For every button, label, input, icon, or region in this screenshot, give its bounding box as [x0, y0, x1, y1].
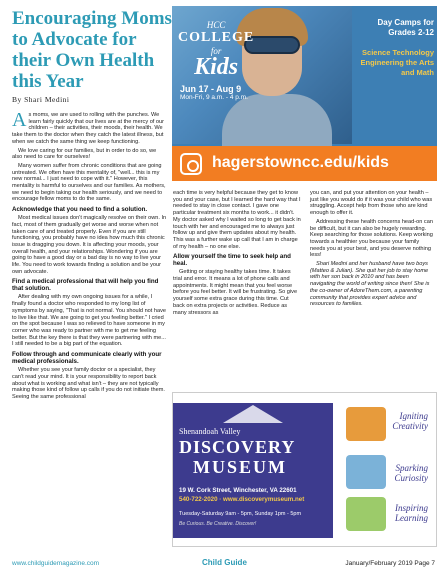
paragraph: As moms, we are used to rolling with the punches. We learn fairly quickly that our lives are at the mercy of our children – their activities, their moods, their health. We take them to the doctor when they catch the latest illness, but when we catch the same thing we keep functioning.	[12, 109, 165, 145]
college-for-kids-logo: HCC COLLEGE for Kids	[178, 20, 255, 80]
footer-issue: January/February 2019 Page 7	[345, 560, 435, 567]
byline: By Shari Medini	[12, 95, 70, 104]
paragraph: Whether you see your family doctor or a specialist, they can't read your mind. It is your responsibility to report back about what is working and what isn't – they are not typically making those kind of follow up calls if you do not initiate them. Seeing the same professional	[12, 367, 165, 400]
children-photo	[346, 497, 386, 531]
subheading: Follow through and communicate clearly with your medical professionals.	[12, 351, 162, 366]
children-photo	[346, 407, 386, 441]
tagline: Sparking Curiosity	[394, 463, 428, 483]
article-title: Encouraging Moms to Advocate for their Own Health this Year	[12, 8, 172, 92]
children-photo	[346, 455, 386, 489]
footer-magazine: Child Guide	[202, 558, 247, 567]
ad-url[interactable]: hagerstowncc.edu/kids	[212, 154, 389, 171]
drop-cap: A	[12, 109, 27, 131]
url-bar[interactable]	[172, 146, 437, 181]
paragraph: We love caring for our families, but in order to do so, we also need to care for ourselves!	[12, 147, 157, 161]
museum-building-icon	[223, 405, 283, 423]
camp-dates: Jun 17 - Aug 9 Mon-Fri, 9 a.m. - 4 p.m.	[180, 84, 248, 101]
hcc-kids-ad[interactable]	[172, 6, 437, 181]
paragraph: Addressing these health concerns head-on can be difficult, but it can also be hugely rewarding. Keep searching for those solutions. Keep working towards a healthier you because your family needs you at your best, and you deserve nothing less!	[310, 218, 433, 259]
subheading: Find a medical professional that will help you find that solution.	[12, 278, 159, 293]
tagline: Igniting Creativity	[392, 411, 428, 431]
paragraph: Getting or staying healthy takes time. It takes trial and error. It means a lot of phone calls and appointments. It might mean that you feel worse before you feel better. It will be frustrating. So give yourself some extra grace during this time. Cut back on extra projects or activities. Reduce as many stressors as	[173, 269, 298, 316]
instagram-icon	[180, 153, 202, 175]
paragraph: Most medical issues don't magically resolve on their own. In fact, most of them gradually get worse and worse when not taken care of and treated properly. Even if you are still functioning, you probably have no idea how much this chronic issue is dragging you down. It is affecting your moods, your overall health, and your relationships. Wondering if you are going to have a good day or a bad day is no way to live your life. You need to work towards finding a solution and be your own advocate.	[12, 215, 167, 275]
museum-panel: Shenandoah Valley DISCOVERY MUSEUM 19 W. Cork Street, Winchester, VA 22601 540-722-2020 · www.discoverymuseum.net Tuesday-Saturday 9am - 5pm, Sunday 1pm - 5pm Be Curious. Be Creative. Discover!	[173, 403, 333, 538]
paragraph: After dealing with my own ongoing issues for a while, I finally found a doctor who responded to my long list of symptoms by saying, "That is not normal. You should not have to live like that. We are going to get you feeling better." I cried on the spot because I was so relieved to have someone in my corner who was ready to partner with me to get me feeling better. But the key there is that they were partnering with me... I still needed to be a big part of the equation.	[12, 294, 167, 348]
article-column-1	[12, 109, 167, 403]
paragraph: Many women suffer from chronic conditions that are going untreated. We often have this mentality of, "well... this is my new normal... I just need to cope with it." However, this mentality is harmful to ourselves and our families. As mothers, we need to begin taking our health seriously, and we need to encourage fellow moms to do the same.	[12, 162, 166, 203]
footer-website[interactable]: www.childguidemagazine.com	[12, 560, 100, 567]
tagline: Inspiring Learning	[394, 503, 428, 523]
paragraph: each time is very helpful because they get to know you and your case, but I learned the hard way that I needed to stay in close contact. I gave one particular treatment six months to work... it didn't. My doctor asked why I waited so long to get back in touch with her and encouraged me to always just follow up and give them updates about my health. This was a further wake up call that I am in charge of my health – no one else.	[173, 190, 301, 250]
article-column-2	[173, 190, 301, 318]
discovery-museum-ad[interactable]	[172, 392, 437, 547]
article-column-3	[310, 190, 435, 310]
paragraph: you can, and put your attention on your health – just like you would do if it was your child who was struggling. Accept help from those who are kind enough to offer it.	[310, 190, 433, 217]
subheading: Acknowledge that you need to find a solution.	[12, 206, 148, 214]
subheading: Allow yourself the time to seek help and heal.	[173, 253, 291, 268]
author-bio: Shari Medini and her husband have two boys (Matteo & Julian). She quit her job to stay home with her son back in 2010 and has been navigating the world of writing since then! She is the co-owner of AdoreThem.com, a parenting community that provides expert advice and resources to families.	[310, 261, 430, 308]
camp-info: Day Camps for Grades 2-12 Science Technology Engineering the Arts and Math	[360, 18, 434, 77]
page-footer	[12, 556, 435, 572]
